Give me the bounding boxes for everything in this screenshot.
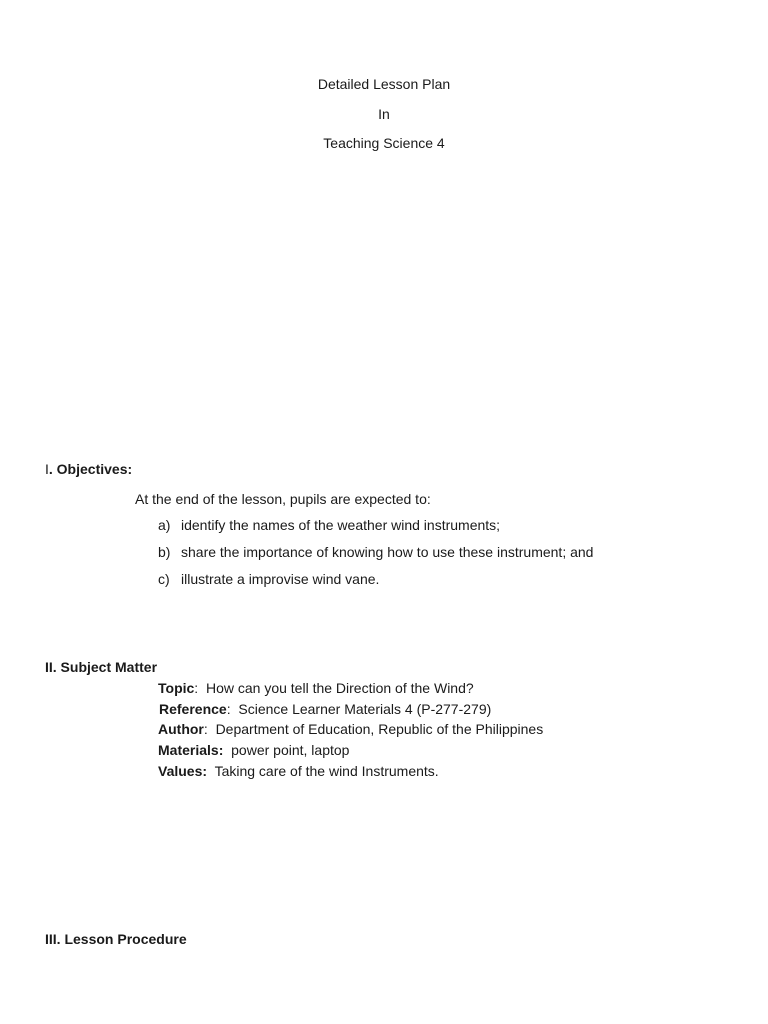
topic-label: Topic [158, 680, 195, 696]
document-title-connector: In [378, 106, 390, 122]
values-value: Taking care of the wind Instruments. [214, 763, 439, 779]
objective-text: identify the names of the weather wind instruments; [181, 517, 501, 533]
reference-separator: : [226, 701, 239, 717]
topic-value: How can you tell the Direction of the Wind? [205, 680, 474, 696]
list-marker: c) [158, 571, 170, 587]
objective-item-c [158, 571, 379, 587]
document-title: Detailed Lesson Plan [317, 76, 451, 92]
subject-topic-row [158, 680, 474, 696]
objective-item-b [158, 544, 593, 560]
objective-text: share the importance of knowing how to use these instrument; and [181, 544, 594, 560]
author-label: Author [158, 721, 204, 737]
objectives-heading-number: I [45, 461, 49, 477]
subject-author-row [158, 721, 543, 737]
author-value: Department of Education, Republic of the Philippines [215, 721, 544, 737]
subject-values-row [158, 763, 439, 779]
values-label: Values: [158, 763, 208, 779]
topic-separator: : [194, 680, 206, 696]
document-subtitle: Teaching Science 4 [323, 135, 445, 151]
subject-materials-row [158, 742, 349, 758]
objectives-intro: At the end of the lesson, pupils are expected to: [135, 491, 431, 507]
objective-text: illustrate a improvise wind vane. [181, 571, 380, 587]
lesson-procedure-heading: III. Lesson Procedure [45, 931, 187, 947]
objectives-heading [45, 461, 132, 477]
reference-value: Science Learner Materials 4 (P-277-279) [238, 701, 492, 717]
author-separator: : [203, 721, 216, 737]
objectives-heading-text: . Objectives: [48, 461, 133, 477]
reference-label: Reference [159, 701, 227, 717]
materials-value: power point, laptop [231, 742, 350, 758]
list-marker: b) [158, 544, 171, 560]
values-separator [207, 763, 215, 779]
materials-separator [223, 742, 231, 758]
subject-reference-row [159, 701, 491, 717]
materials-label: Materials: [158, 742, 224, 758]
list-marker: a) [158, 517, 171, 533]
subject-matter-heading: II. Subject Matter [45, 659, 158, 675]
objective-item-a [158, 517, 500, 533]
